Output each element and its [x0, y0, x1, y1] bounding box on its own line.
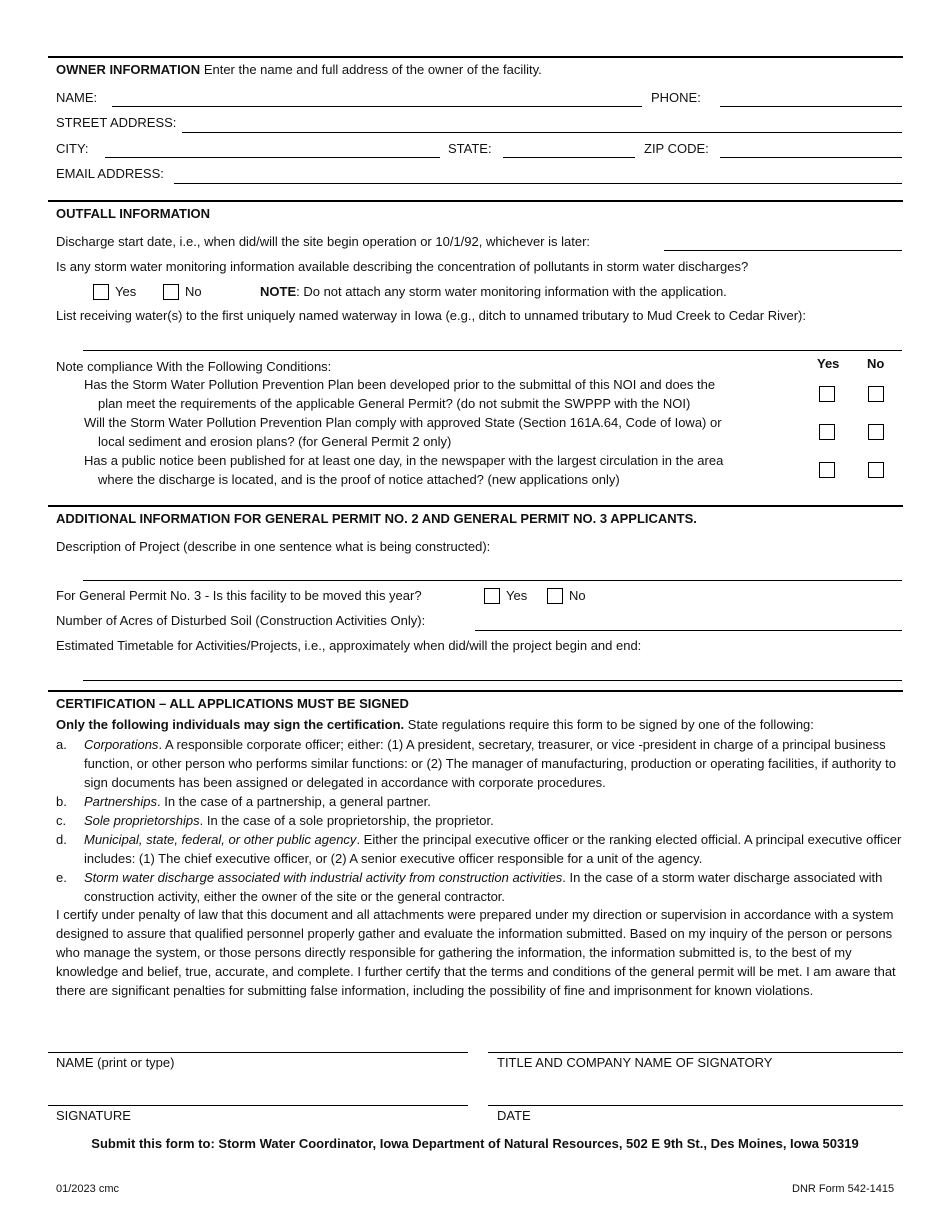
discharge-date-label: Discharge start date, i.e., when did/will the site begin operation or 10/1/92, whichever is later:: [56, 234, 591, 249]
compliance-no-header: No: [867, 356, 885, 371]
compliance-q2-line1: Will the Storm Water Pollution Prevention Plan comply with approved State (Section 161A.64, Code of Iowa) or: [84, 415, 722, 430]
moved-yes-label: Yes: [506, 588, 528, 603]
owner-name-field[interactable]: [112, 106, 642, 107]
item-title: Storm water discharge associated with industrial activity from construction activities: [84, 870, 563, 885]
compliance-q3-no-checkbox[interactable]: [868, 462, 884, 478]
section-divider: [48, 690, 903, 692]
acres-field[interactable]: [475, 630, 902, 631]
note-text: : Do not attach any storm water monitoring information with the application.: [296, 284, 727, 299]
timetable-field[interactable]: [83, 680, 902, 681]
note-bold: NOTE: [260, 284, 297, 299]
item-text: . In the case of a sole proprietorship, the proprietor.: [199, 813, 494, 828]
section-divider: [48, 56, 903, 58]
item-letter: d.: [56, 832, 67, 847]
title-signature-line[interactable]: [488, 1052, 903, 1053]
moved-question: For General Permit No. 3 - Is this facility to be moved this year?: [56, 588, 422, 603]
owner-name-label: NAME:: [56, 90, 98, 105]
signature-line[interactable]: [48, 1105, 468, 1106]
owner-phone-label: PHONE:: [651, 90, 701, 105]
signatory-name-label: NAME (print or type): [56, 1055, 175, 1070]
certification-heading: CERTIFICATION – ALL APPLICATIONS MUST BE SIGNED: [56, 696, 409, 711]
owner-intro: Enter the name and full address of the owner of the facility.: [203, 62, 542, 77]
certification-intro: [56, 717, 814, 733]
moved-no-checkbox[interactable]: [547, 588, 563, 604]
owner-phone-field[interactable]: [720, 106, 902, 107]
owner-zip-field[interactable]: [720, 157, 902, 158]
signatory-title-label: TITLE AND COMPANY NAME OF SIGNATORY: [497, 1055, 773, 1070]
owner-city-field[interactable]: [105, 157, 440, 158]
certification-intro-text: State regulations require this form to be signed by one of the following:: [404, 717, 814, 732]
additional-heading: ADDITIONAL INFORMATION FOR GENERAL PERMIT NO. 2 AND GENERAL PERMIT NO. 3 APPLICANTS.: [56, 511, 697, 526]
owner-zip-label: ZIP CODE:: [644, 141, 709, 156]
compliance-q2-yes-checkbox[interactable]: [819, 424, 835, 440]
signer-item-d: [56, 830, 906, 868]
date-label: DATE: [497, 1108, 531, 1123]
signer-item-b: [56, 792, 906, 811]
item-letter: c.: [56, 813, 67, 828]
item-letter: a.: [56, 737, 67, 752]
receiving-water-label: List receiving water(s) to the first uniquely named waterway in Iowa (e.g., ditch to unnamed tributary to Mud Creek to Cedar River):: [56, 308, 806, 323]
item-title: Sole proprietorships: [84, 813, 200, 828]
form-number: DNR Form 542-1415: [792, 1183, 895, 1195]
outfall-heading: OUTFALL INFORMATION: [56, 206, 211, 221]
compliance-yes-header: Yes: [817, 356, 840, 371]
compliance-q3-line1: Has a public notice been published for at least one day, in the newspaper with the largest circulation in the area: [84, 453, 724, 468]
compliance-q2-no-checkbox[interactable]: [868, 424, 884, 440]
item-text: . A responsible corporate officer; either: (1) A president, secretary, treasurer, or vice -president in charge of a principal business function, or other person who performs similar functions: or (2) The manager of manufacturing, production or operating facilities, if authority to sign documents has been assigned or delegated in accordance with corporate procedures.: [84, 737, 896, 790]
signer-item-c: [56, 811, 906, 830]
section-divider: [48, 505, 903, 507]
item-text: . In the case of a partnership, a general partner.: [156, 794, 431, 809]
monitoring-no-label: No: [185, 284, 202, 299]
owner-heading-line: [56, 62, 542, 78]
moved-no-label: No: [569, 588, 586, 603]
compliance-q1-line2: plan meet the requirements of the applicable General Permit? (do not submit the SWPPP with the NOI): [98, 396, 691, 411]
project-description-field[interactable]: [83, 580, 902, 581]
owner-street-label: STREET ADDRESS:: [56, 115, 177, 130]
monitoring-yes-label: Yes: [115, 284, 137, 299]
owner-city-label: CITY:: [56, 141, 89, 156]
owner-state-label: STATE:: [448, 141, 492, 156]
owner-email-field[interactable]: [174, 183, 902, 184]
project-description-label: Description of Project (describe in one sentence what is being constructed):: [56, 539, 491, 554]
timetable-label: Estimated Timetable for Activities/Projects, i.e., approximately when did/will the project begin and end:: [56, 638, 642, 653]
revision-code: 01/2023 cmc: [56, 1183, 119, 1195]
item-letter: e.: [56, 870, 67, 885]
item-title: Municipal, state, federal, or other public agency: [84, 832, 357, 847]
section-divider: [48, 200, 903, 202]
submit-instructions: Submit this form to: Storm Water Coordinator, Iowa Department of Natural Resources, 502 E 9th St., Des Moines, Iowa 50319: [91, 1136, 859, 1151]
certification-intro-bold: Only the following individuals may sign the certification.: [56, 717, 405, 732]
monitoring-yes-checkbox[interactable]: [93, 284, 109, 300]
compliance-q3-line2: where the discharge is located, and is the proof of notice attached? (new applications only): [98, 472, 620, 487]
compliance-q2-line2: local sediment and erosion plans? (for General Permit 2 only): [98, 434, 452, 449]
name-signature-line[interactable]: [48, 1052, 468, 1053]
owner-street-field[interactable]: [182, 132, 902, 133]
compliance-q1-no-checkbox[interactable]: [868, 386, 884, 402]
signer-item-a: [56, 735, 906, 792]
monitoring-question: Is any storm water monitoring information available describing the concentration of pollutants in storm water discharges?: [56, 259, 749, 274]
compliance-q1-line1: Has the Storm Water Pollution Prevention Plan been developed prior to the submittal of this NOI and does the: [84, 377, 716, 392]
acres-label: Number of Acres of Disturbed Soil (Construction Activities Only):: [56, 613, 426, 628]
compliance-q3-yes-checkbox[interactable]: [819, 462, 835, 478]
monitoring-note: [260, 284, 727, 300]
item-letter: b.: [56, 794, 67, 809]
compliance-intro: Note compliance With the Following Conditions:: [56, 359, 332, 374]
signature-label: SIGNATURE: [56, 1108, 131, 1123]
owner-email-label: EMAIL ADDRESS:: [56, 166, 164, 181]
receiving-water-field[interactable]: [83, 350, 902, 351]
discharge-date-field[interactable]: [664, 250, 902, 251]
moved-yes-checkbox[interactable]: [484, 588, 500, 604]
date-line[interactable]: [488, 1105, 903, 1106]
signer-item-e: [56, 868, 906, 906]
certification-statement: I certify under penalty of law that this document and all attachments were prepared under my direction or supervision in accordance with a system designed to assure that qualified personnel properly gather and evaluate the information submitted. Based on my inquiry of the person or persons who manage the system, or those persons directly responsible for gathering the information, the information submitted is, to the best of my knowledge and belief, true, accurate, and complete. I further certify that the terms and conditions of the general permit will be met. I am aware that there are significant penalties for submitting false information, including the possibility of fine and imprisonment for known violations.: [56, 907, 896, 998]
item-title: Corporations: [84, 737, 159, 752]
owner-state-field[interactable]: [503, 157, 635, 158]
monitoring-no-checkbox[interactable]: [163, 284, 179, 300]
compliance-q1-yes-checkbox[interactable]: [819, 386, 835, 402]
item-text: . In the case of a storm water discharge associated with construction activity, either the owner of the site or the general contractor.: [84, 870, 883, 904]
item-title: Partnerships: [84, 794, 157, 809]
owner-heading: OWNER INFORMATION: [56, 62, 201, 77]
item-text: . Either the principal executive officer or the ranking elected official. A principal executive officer includes: (1) The chief executive officer, or (2) A senior executive officer responsible for a unit of the agency.: [84, 832, 902, 866]
